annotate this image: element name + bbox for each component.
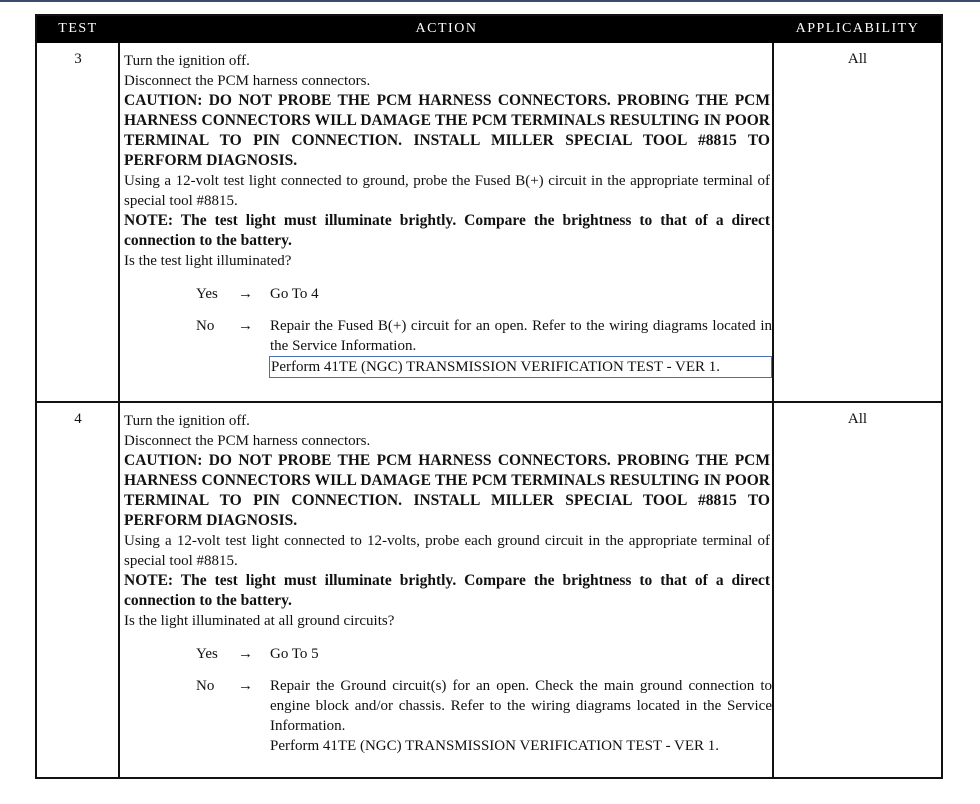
row-divider	[37, 401, 941, 403]
step-text: Disconnect the PCM harness connectors.	[124, 433, 371, 449]
arrow-right-icon: →	[238, 646, 253, 662]
procedure-text: Using a 12-volt test light connected to ground, probe the Fused B(+) circuit in the appropriate terminal of special tool #8815.	[124, 173, 770, 209]
yes-label: Yes	[196, 646, 218, 662]
question-text: Is the light illuminated at all ground circuits?	[124, 613, 395, 629]
repair-text: Repair the Ground circuit(s) for an open. Check the main ground connection to engine block and/or chassis. Refer to the wiring diagrams located in the Service Information.	[270, 678, 772, 734]
yes-branch	[124, 644, 770, 664]
column-divider	[772, 43, 774, 777]
no-branch	[124, 316, 770, 378]
diagnostic-table	[35, 14, 943, 779]
step-text: Turn the ignition off.	[124, 53, 250, 69]
step-text: Turn the ignition off.	[124, 413, 250, 429]
test-number-3: 3	[74, 51, 82, 67]
procedure-text: Using a 12-volt test light connected to 12-volts, probe each ground circuit in the appropriate terminal of special tool #8815.	[124, 533, 770, 569]
caution-text: CAUTION: DO NOT PROBE THE PCM HARNESS CONNECTORS. PROBING THE PCM HARNESS CONNECTORS WILL DAMAGE THE PCM TERMINALS RESULTING IN POOR TERMINAL TO PIN CONNECTION. INSTALL MILLER SPECIAL TOOL #8815 TO PERFORM DIAGNOSIS.	[124, 92, 770, 169]
step-text: Disconnect the PCM harness connectors.	[124, 73, 371, 89]
note-text: NOTE: The test light must illuminate brightly. Compare the brightness to that of a direct connection to the battery.	[124, 212, 770, 249]
applicability-3: All	[847, 51, 868, 67]
header-applicability: APPLICABILITY	[795, 21, 920, 36]
no-instructions	[270, 676, 772, 756]
question-text: Is the test light illuminated?	[124, 253, 292, 269]
caution-text: CAUTION: DO NOT PROBE THE PCM HARNESS CONNECTORS. PROBING THE PCM HARNESS CONNECTORS WILL DAMAGE THE PCM TERMINALS RESULTING IN POOR TERMINAL TO PIN CONNECTION. INSTALL MILLER SPECIAL TOOL #8815 TO PERFORM DIAGNOSIS.	[124, 452, 770, 529]
header-test: TEST	[58, 21, 98, 36]
action-cell-4	[124, 411, 770, 756]
top-rule	[0, 0, 980, 2]
table-header	[37, 16, 941, 43]
yes-goto: Go To 4	[270, 286, 319, 302]
note-text: NOTE: The test light must illuminate brightly. Compare the brightness to that of a direct connection to the battery.	[124, 572, 770, 609]
column-divider	[118, 43, 120, 777]
no-instructions	[270, 316, 772, 378]
repair-text: Repair the Fused B(+) circuit for an open. Refer to the wiring diagrams located in the Service Information.	[270, 318, 772, 354]
applicability-4: All	[847, 411, 868, 427]
yes-goto: Go To 5	[270, 646, 319, 662]
header-action: ACTION	[415, 21, 478, 36]
arrow-right-icon: →	[238, 286, 253, 302]
yes-label: Yes	[196, 286, 218, 302]
action-cell-3	[124, 51, 770, 378]
no-branch	[124, 676, 770, 756]
no-label: No	[196, 678, 215, 694]
test-number-4: 4	[74, 411, 82, 427]
yes-branch	[124, 284, 770, 304]
no-label: No	[196, 318, 215, 334]
arrow-right-icon: →	[238, 318, 253, 334]
arrow-right-icon: →	[238, 678, 253, 694]
verification-test-link[interactable]: Perform 41TE (NGC) TRANSMISSION VERIFICATION TEST - VER 1.	[270, 738, 720, 754]
verification-test-link[interactable]: Perform 41TE (NGC) TRANSMISSION VERIFICATION TEST - VER 1.	[269, 356, 772, 378]
